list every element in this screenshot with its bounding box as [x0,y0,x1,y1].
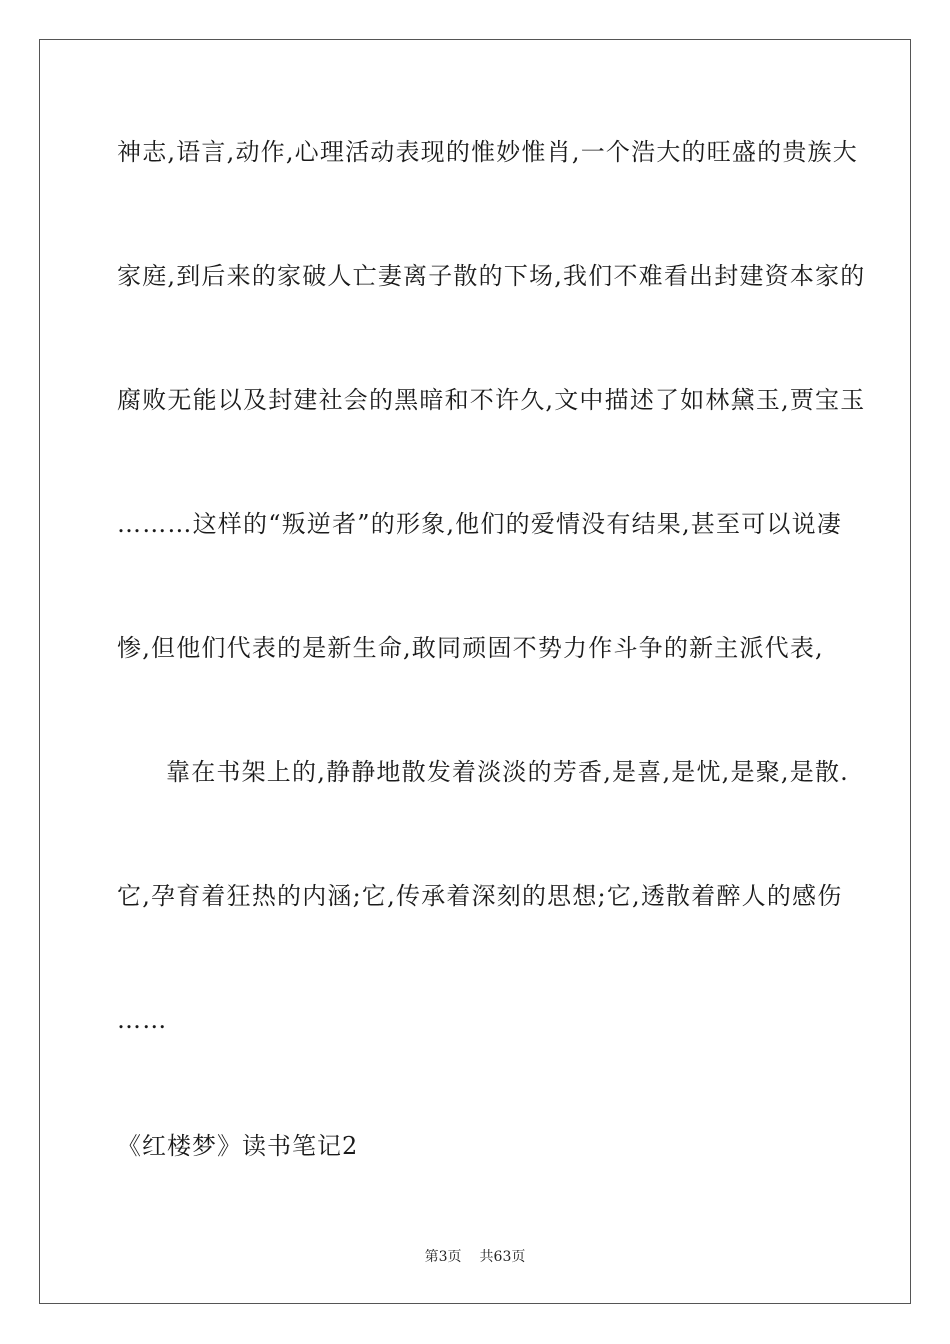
body-line-5: 惨,但他们代表的是新生命,敢同顽固不势力作斗争的新主派代表, [117,634,824,662]
page-border [39,39,911,1304]
body-line-8: …… [117,1006,168,1034]
section-heading: 《红楼梦》读书笔记2 [117,1132,359,1160]
body-line-7: 它,孕育着狂热的内涵;它,传承着深刻的思想;它,透散着醉人的感伤 [117,882,843,910]
total-pages: 共63页 [479,1249,526,1265]
body-line-2: 家庭,到后来的家破人亡妻离子散的下场,我们不难看出封建资本家的 [117,262,866,290]
body-line-6-paragraph-start: 靠在书架上的,静静地散发着淡淡的芳香,是喜,是忧,是聚,是散. [166,758,849,786]
body-line-4: ………这样的“叛逆者”的形象,他们的爱情没有结果,甚至可以说凄 [117,510,842,538]
page-footer [0,1248,950,1266]
page-number: 第3页 [424,1249,462,1265]
body-line-3: 腐败无能以及封建社会的黑暗和不许久,文中描述了如林黛玉,贾宝玉 [117,386,866,414]
body-line-1: 神志,语言,动作,心理活动表现的惟妙惟肖,一个浩大的旺盛的贵族大 [117,138,858,166]
